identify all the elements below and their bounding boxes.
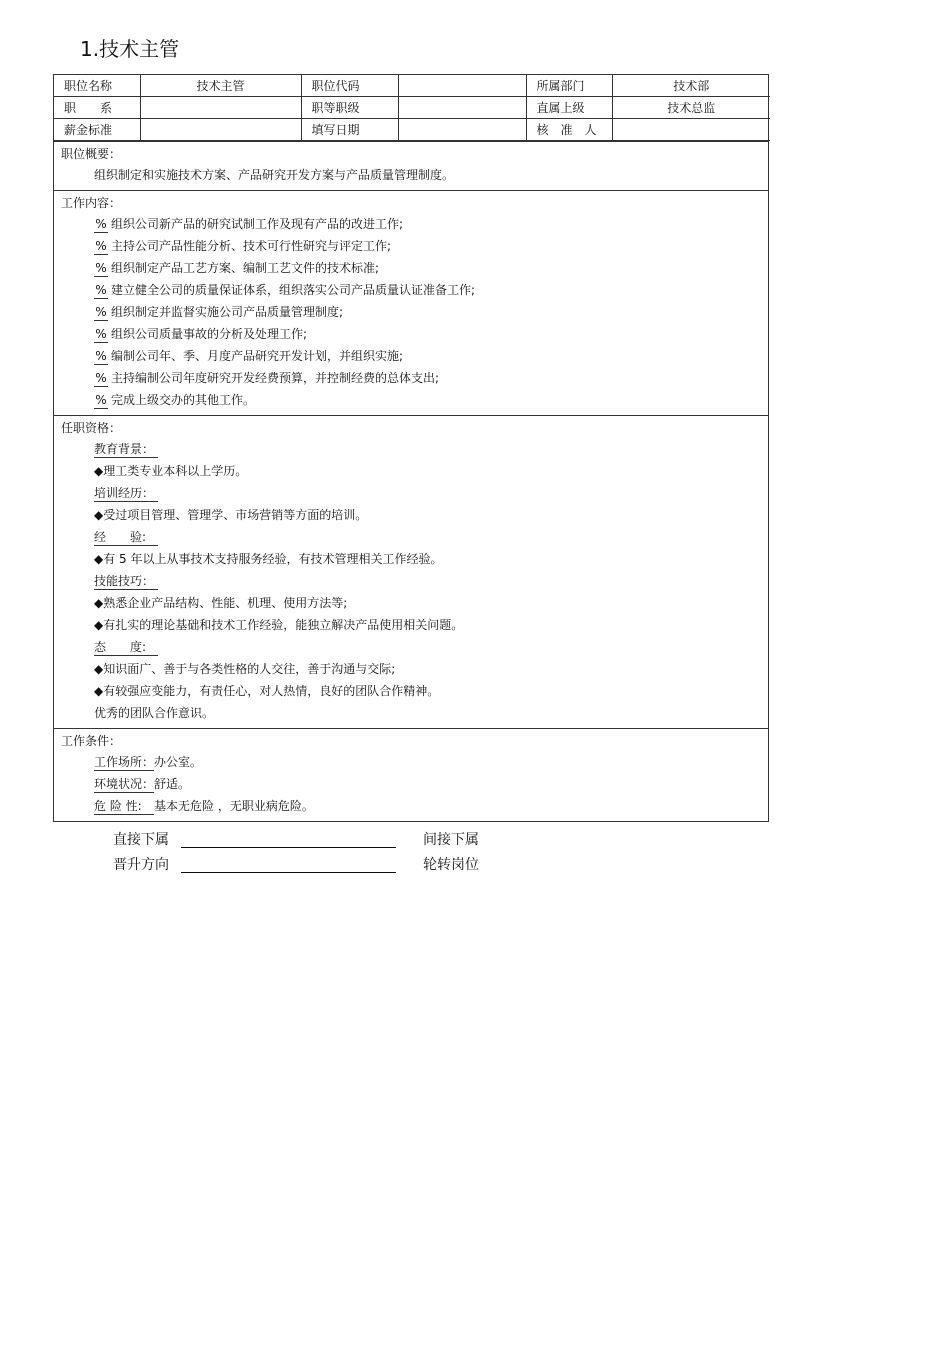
condition-place-row xyxy=(61,751,768,773)
skills-text: ◆有扎实的理论基础和技术工作经验，能独立解决产品使用相关问题。 xyxy=(94,618,464,632)
value-department: 技术部 xyxy=(612,75,770,97)
duty-text: 组织公司新产品的研究试制工作及现有产品的改进工作; xyxy=(111,217,404,231)
duties-title: 工作内容： xyxy=(61,196,122,210)
duty-item xyxy=(61,257,768,279)
value-job-family xyxy=(140,97,301,119)
percent-marker: % xyxy=(95,217,107,231)
value-salary xyxy=(140,119,301,141)
education-label: 教育背景： xyxy=(94,441,158,458)
training-text: ◆受过项目管理、管理学、市场营销等方面的培训。 xyxy=(94,508,368,522)
env-text: 舒适。 xyxy=(154,777,191,791)
percent-marker: % xyxy=(95,261,107,275)
footer-row-career xyxy=(113,853,533,878)
percent-marker: % xyxy=(95,393,107,407)
condition-env-row xyxy=(61,773,768,795)
rotation-label: 轮转岗位 xyxy=(423,857,479,873)
summary-section xyxy=(54,141,768,190)
label-salary: 薪金标准 xyxy=(54,119,140,141)
training-label: 培训经历： xyxy=(94,485,158,502)
duty-text: 编制公司年、季、月度产品研究开发计划，并组织实施; xyxy=(111,349,404,363)
duty-text: 完成上级交办的其他工作。 xyxy=(111,393,256,407)
header-table xyxy=(54,75,770,141)
experience-label: 经 验: xyxy=(94,529,158,546)
duty-item xyxy=(61,235,768,257)
condition-risk-row xyxy=(61,795,768,817)
header-row xyxy=(54,97,770,119)
duty-text: 组织公司质量事故的分析及处理工作; xyxy=(111,327,308,341)
label-approver: 核 准 人 xyxy=(526,119,612,141)
duty-text: 建立健全公司的质量保证体系，组织落实公司产品质量认证准备工作; xyxy=(111,283,476,297)
attitude-label-row xyxy=(61,636,768,658)
percent-marker: % xyxy=(95,239,107,253)
label-supervisor: 直属上级 xyxy=(526,97,612,119)
risk-text: 基本无危险 ，无职业病危险。 xyxy=(154,799,314,813)
skills-label-row xyxy=(61,570,768,592)
percent-marker: % xyxy=(95,349,107,363)
label-fill-date: 填写日期 xyxy=(301,119,398,141)
duty-text: 主持编制公司年度研究开发经费预算，并控制经费的总体支出; xyxy=(111,371,440,385)
percent-marker: % xyxy=(95,283,107,297)
value-position-code xyxy=(398,75,526,97)
label-department: 所属部门 xyxy=(526,75,612,97)
qualifications-title: 任职资格： xyxy=(61,421,122,435)
value-fill-date xyxy=(398,119,526,141)
duties-section xyxy=(54,190,768,415)
duty-item xyxy=(61,279,768,301)
header-row xyxy=(54,119,770,141)
promotion-line xyxy=(181,872,396,873)
percent-marker: % xyxy=(95,371,107,385)
duty-item xyxy=(61,301,768,323)
job-description-form xyxy=(53,74,769,822)
attitude-label: 态 度: xyxy=(94,639,158,656)
conditions-section xyxy=(54,728,768,821)
education-label-row xyxy=(61,438,768,460)
duty-text: 组织制定并监督实施公司产品质量管理制度; xyxy=(111,305,344,319)
indirect-sub-label: 间接下属 xyxy=(423,832,479,848)
education-text: ◆理工类专业本科以上学历。 xyxy=(94,464,248,478)
skills-label: 技能技巧： xyxy=(94,573,158,590)
duty-item xyxy=(61,367,768,389)
risk-label: 危 险 性: xyxy=(94,798,154,815)
header-row xyxy=(54,75,770,97)
value-approver xyxy=(612,119,770,141)
percent-marker: % xyxy=(95,327,107,341)
duty-item xyxy=(61,213,768,235)
label-position-code: 职位代码 xyxy=(301,75,398,97)
duty-item xyxy=(61,389,768,411)
direct-sub-line xyxy=(181,847,396,848)
conditions-title: 工作条件： xyxy=(61,734,122,748)
attitude-text: ◆知识面广、善于与各类性格的人交往，善于沟通与交际; xyxy=(94,662,396,676)
training-label-row xyxy=(61,482,768,504)
attitude-text: ◆有较强应变能力，有责任心，对人热情，良好的团队合作精神。 xyxy=(94,684,440,698)
page-title: 1.技术主管 xyxy=(80,37,180,61)
experience-label-row xyxy=(61,526,768,548)
footer-row-subordinates xyxy=(113,828,533,853)
duty-item xyxy=(61,323,768,345)
direct-sub-label: 直接下属 xyxy=(113,832,169,848)
experience-text: ◆有 5 年以上从事技术支持服务经验，有技术管理相关工作经验。 xyxy=(94,552,443,566)
place-text: 办公室。 xyxy=(154,755,203,769)
percent-marker: % xyxy=(95,305,107,319)
summary-text: 组织制定和实施技术方案、产品研究开发方案与产品质量管理制度。 xyxy=(94,168,455,182)
duty-text: 主持公司产品性能分析、技术可行性研究与评定工作; xyxy=(111,239,392,253)
place-label: 工作场所： xyxy=(94,755,155,769)
duty-item xyxy=(61,345,768,367)
promotion-label: 晋升方向 xyxy=(113,857,169,873)
qualifications-section xyxy=(54,415,768,728)
label-job-family: 职 系 xyxy=(54,97,140,119)
label-grade: 职等职级 xyxy=(301,97,398,119)
duty-text: 组织制定产品工艺方案、编制工艺文件的技术标准; xyxy=(111,261,380,275)
summary-title: 职位概要： xyxy=(61,147,122,161)
label-position-name: 职位名称 xyxy=(54,75,140,97)
skills-text: ◆熟悉企业产品结构、性能、机理、使用方法等; xyxy=(94,596,348,610)
footer xyxy=(113,828,533,878)
value-grade xyxy=(398,97,526,119)
attitude-text: 优秀的团队合作意识。 xyxy=(94,706,215,720)
env-label: 环境状况： xyxy=(94,777,155,791)
value-supervisor: 技术总监 xyxy=(612,97,770,119)
value-position-name: 技术主管 xyxy=(140,75,301,97)
